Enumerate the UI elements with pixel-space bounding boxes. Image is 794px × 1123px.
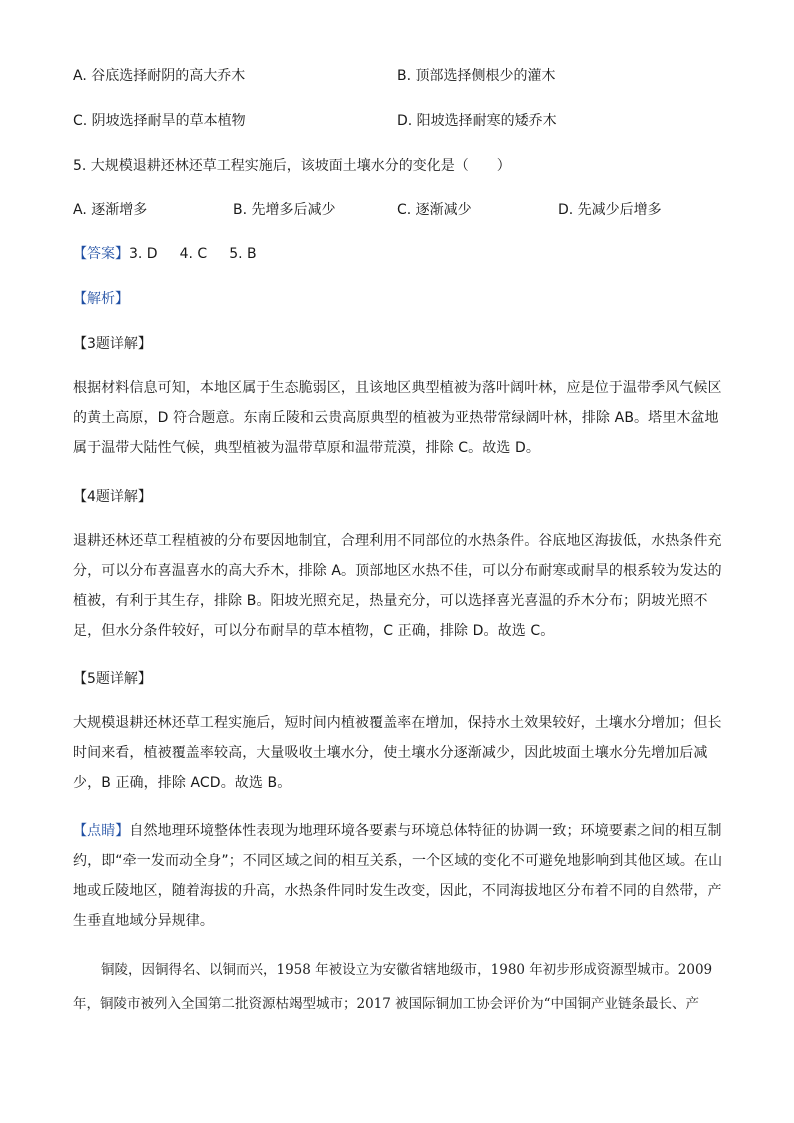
q5-option-b: B. 先增多后减少 <box>233 202 336 218</box>
q4-option-d: D. 阳坡选择耐寒的矮乔木 <box>397 113 557 129</box>
paragraph-line: 足，但水分条件较好，可以分布耐旱的草本植物，C 正确，排除 D。故选 C。 <box>73 623 555 639</box>
paragraph-line: 植被，有利于其生存，排除 B。阳坡光照充足，热量充分，可以选择喜光喜温的乔木分布；阴坡光照不 <box>73 593 708 609</box>
analysis-label: 【解析】 <box>73 291 129 307</box>
paragraph-line: 地或丘陵地区，随着海拔的升高，水热条件同时发生改变，因此，不同海拔地区分布着不同的自然带，产 <box>73 883 722 899</box>
q4-option-c: C. 阴坡选择耐旱的草本植物 <box>73 113 246 129</box>
q4-option-b: B. 顶部选择侧根少的灌木 <box>397 68 556 84</box>
answer-value: 5. B <box>229 246 257 262</box>
paragraph-line <box>73 816 723 846</box>
paragraph-line: 的黄土高原，D 符合题意。东南丘陵和云贵高原典型的植被为亚热带常绿阔叶林，排除 AB。塔里木盆地 <box>73 410 719 426</box>
detail3-paragraph <box>73 373 723 463</box>
tip-line-text: 自然地理环境整体性表现为地理环境各要素与环境总体特征的协调一致；环境要素之间的相互制 <box>129 823 722 839</box>
q5-stem: 5. 大规模退耕还林还草工程实施后，该坡面土壤水分的变化是（ ） <box>73 158 511 174</box>
q4-option-a: A. 谷底选择耐阴的高大乔木 <box>73 68 246 84</box>
tip-paragraph <box>73 816 723 936</box>
paragraph-line: 大规模退耕还林还草工程实施后，短时间内植被覆盖率在增加，保持水土效果较好，土壤水分增加；但长 <box>73 715 722 731</box>
answer-values <box>129 246 279 262</box>
q5-option-a: A. 逐渐增多 <box>73 202 148 218</box>
paragraph-line: 铜陵，因铜得名、以铜而兴，1958 年被设立为安徽省辖地级市，1980 年初步形成资源型城市。2009 <box>101 962 713 978</box>
paragraph-line: 分，可以分布喜温喜水的高大乔木，排除 A。顶部地区水热不佳，可以分布耐寒或耐旱的根系较为发达的 <box>73 563 722 579</box>
answer-value: 4. C <box>179 246 208 262</box>
paragraph-line: 根据材料信息可知，本地区属于生态脆弱区，且该地区典型植被为落叶阔叶林，应是位于温带季风气候区 <box>73 380 722 396</box>
answer-label: 【答案】 <box>73 246 129 262</box>
answer-value: 3. D <box>129 246 158 262</box>
detail4-label: 【4题详解】 <box>73 489 152 505</box>
q5-option-c: C. 逐渐减少 <box>397 202 472 218</box>
tip-label: 【点睛】 <box>73 823 130 839</box>
paragraph-line: 少，B 正确，排除 ACD。故选 B。 <box>73 775 292 791</box>
detail3-label: 【3题详解】 <box>73 336 152 352</box>
q5-option-d: D. 先减少后增多 <box>558 202 662 218</box>
paragraph-line: 约，即“牵一发而动全身”；不同区域之间的相互关系，一个区域的变化不可避免地影响到其他区域。在山 <box>73 853 723 869</box>
detail4-paragraph <box>73 526 723 646</box>
paragraph-line: 生垂直地域分异规律。 <box>73 913 214 929</box>
detail5-paragraph <box>73 708 723 798</box>
paragraph-line: 退耕还林还草工程植被的分布要因地制宜，合理利用不同部位的水热条件。谷底地区海拔低，水热条件充 <box>73 533 722 549</box>
detail5-label: 【5题详解】 <box>73 671 152 687</box>
answer-row <box>73 244 279 264</box>
paragraph-line: 时间来看，植被覆盖率较高，大量吸收土壤水分，使土壤水分逐渐减少，因此坡面土壤水分先增加后减 <box>73 745 708 761</box>
material-paragraph <box>73 953 723 1021</box>
paragraph-line: 年，铜陵市被列入全国第二批资源枯竭型城市；2017 被国际铜加工协会评价为“中国铜产业链条最长、产 <box>73 996 700 1012</box>
paragraph-line: 属于温带大陆性气候，典型植被为温带草原和温带荒漠，排除 C。故选 D。 <box>73 440 540 456</box>
